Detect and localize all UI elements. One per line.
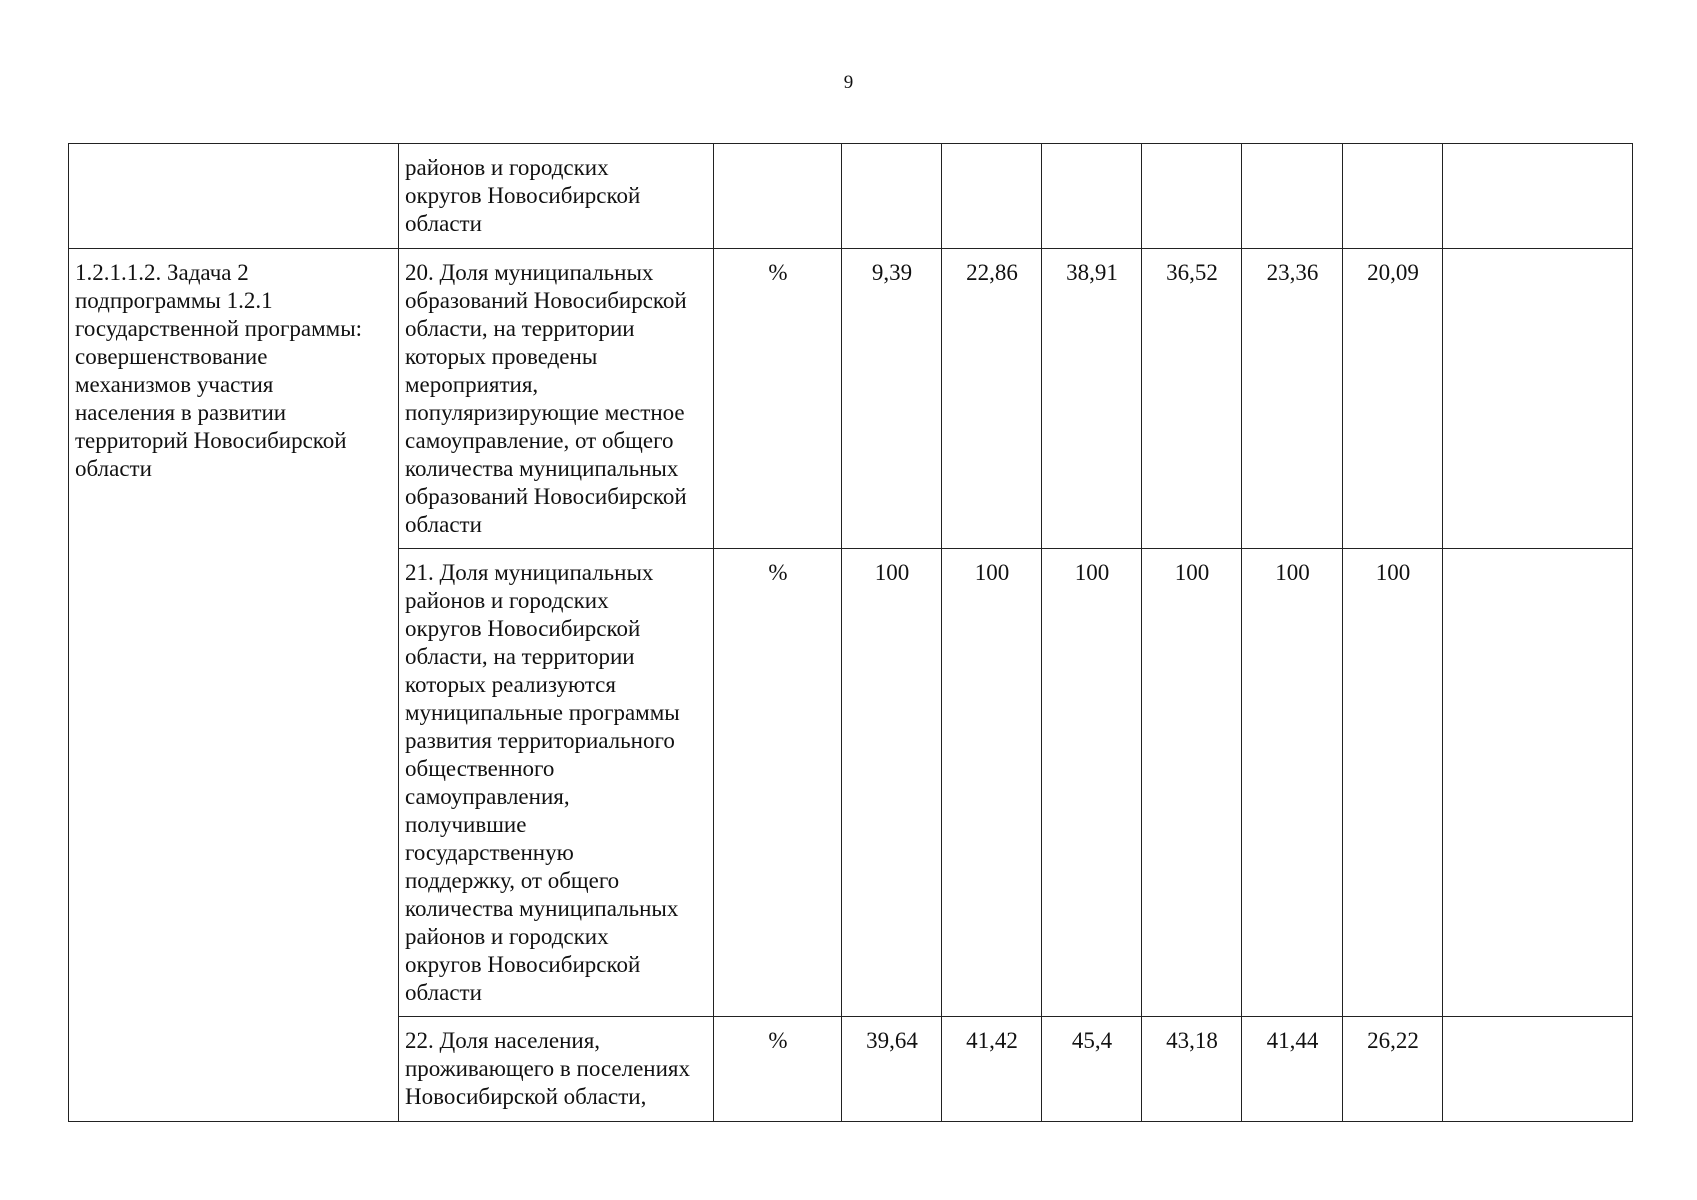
value-cell: 39,64 xyxy=(842,1017,942,1122)
value-cell: 26,22 xyxy=(1343,1017,1443,1122)
indicator-cell: 20. Доля муниципальных образований Новосибирской области, на территории которых проведены мероприятия, популяризирующие местное самоуправление, от общего количества муниципальных образований Новосибирской области xyxy=(399,249,714,549)
indicator-cell: 21. Доля муниципальных районов и городских округов Новосибирской области, на территории которых реализуются муниципальные программы развития территориального общественного самоуправления, получившие государственную поддержку, от общего количества муниципальных районов и городских округов Новосибирской области xyxy=(399,549,714,1017)
task-cell: 1.2.1.1.2. Задача 2 подпрограммы 1.2.1 государственной программы: совершенствование механизмов участия населения в развитии территорий Новосибирской области xyxy=(69,249,399,1122)
value-cell: 22,86 xyxy=(942,249,1042,549)
value-cell: 41,42 xyxy=(942,1017,1042,1122)
value-cell: 100 xyxy=(1242,549,1343,1017)
table-row xyxy=(69,144,1633,249)
value-cell: 36,52 xyxy=(1142,249,1242,549)
unit-cell: % xyxy=(714,249,842,549)
value-cell xyxy=(942,144,1042,249)
value-cell xyxy=(842,144,942,249)
indicator-cell: районов и городских округов Новосибирской области xyxy=(399,144,714,249)
note-cell xyxy=(1443,1017,1633,1122)
indicators-table xyxy=(68,143,1633,1122)
note-cell xyxy=(1443,249,1633,549)
value-cell xyxy=(1042,144,1142,249)
value-cell: 20,09 xyxy=(1343,249,1443,549)
value-cell: 100 xyxy=(942,549,1042,1017)
value-cell xyxy=(1343,144,1443,249)
value-cell: 38,91 xyxy=(1042,249,1142,549)
note-cell xyxy=(1443,144,1633,249)
unit-cell: % xyxy=(714,549,842,1017)
unit-cell: % xyxy=(714,1017,842,1122)
value-cell: 9,39 xyxy=(842,249,942,549)
page-number: 9 xyxy=(843,72,854,93)
value-cell xyxy=(1142,144,1242,249)
value-cell: 100 xyxy=(1042,549,1142,1017)
value-cell: 43,18 xyxy=(1142,1017,1242,1122)
indicator-cell: 22. Доля населения, проживающего в поселениях Новосибирской области, xyxy=(399,1017,714,1122)
task-cell xyxy=(69,144,399,249)
value-cell xyxy=(1242,144,1343,249)
value-cell: 45,4 xyxy=(1042,1017,1142,1122)
value-cell: 100 xyxy=(1343,549,1443,1017)
unit-cell xyxy=(714,144,842,249)
value-cell: 100 xyxy=(842,549,942,1017)
value-cell: 23,36 xyxy=(1242,249,1343,549)
table-row xyxy=(69,249,1633,549)
value-cell: 41,44 xyxy=(1242,1017,1343,1122)
value-cell: 100 xyxy=(1142,549,1242,1017)
note-cell xyxy=(1443,549,1633,1017)
